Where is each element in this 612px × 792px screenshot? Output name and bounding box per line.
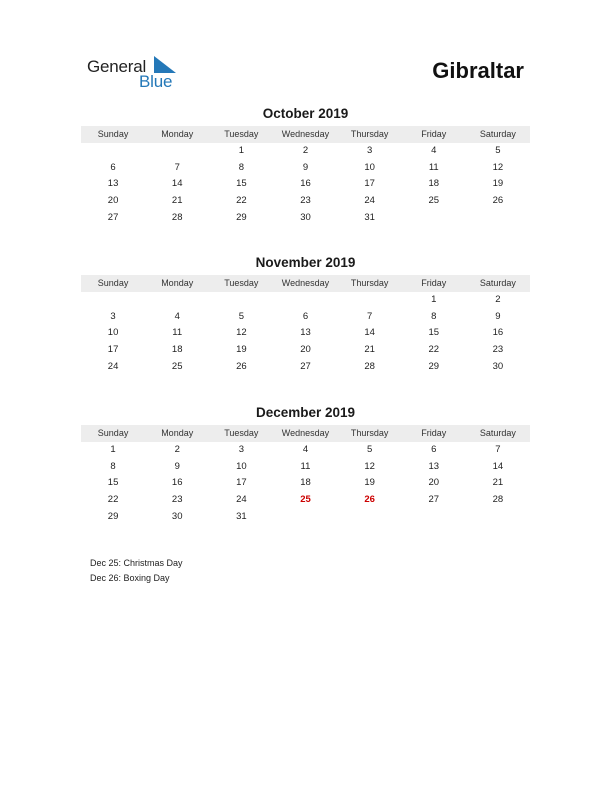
weekday-label: Thursday xyxy=(350,129,389,139)
day-cell: 22 xyxy=(236,195,247,207)
holiday-day-cell: 26 xyxy=(364,494,375,506)
week-row xyxy=(81,193,530,210)
day-cell xyxy=(466,509,530,526)
day-cell: 28 xyxy=(171,211,183,223)
day-cell: 4 xyxy=(431,145,437,156)
day-cell: 22 xyxy=(428,344,440,356)
day-cell: 13 xyxy=(107,178,119,190)
weekday-label: Monday xyxy=(161,129,194,139)
day-cell: 20 xyxy=(107,195,119,207)
day-cell: 14 xyxy=(492,460,504,472)
weekday-label: Thursday xyxy=(350,428,389,438)
weekday-label: Tuesday xyxy=(224,278,259,288)
day-cell: 8 xyxy=(431,310,437,322)
day-cell xyxy=(273,509,337,526)
day-cell: 25 xyxy=(171,360,183,372)
day-cell: 17 xyxy=(107,344,119,356)
day-cell: 6 xyxy=(431,444,437,455)
day-cell: 15 xyxy=(107,477,119,489)
day-cell xyxy=(81,292,145,309)
holiday-item: Dec 25: Christmas Day xyxy=(90,558,183,568)
day-cell: 10 xyxy=(107,327,119,339)
month-title: October 2019 xyxy=(262,106,349,121)
day-cell xyxy=(338,509,402,526)
day-cell: 10 xyxy=(236,460,247,472)
day-cell: 2 xyxy=(302,145,309,156)
month-title: December 2019 xyxy=(255,405,356,420)
day-cell: 13 xyxy=(300,327,311,339)
day-cell: 3 xyxy=(366,145,373,156)
day-cell: 24 xyxy=(364,195,375,207)
week-row xyxy=(81,442,530,459)
weekday-label: Wednesday xyxy=(281,428,330,438)
day-cell: 21 xyxy=(364,344,375,356)
week-row xyxy=(81,359,530,376)
weekday-label: Wednesday xyxy=(281,278,330,288)
day-cell: 8 xyxy=(110,460,116,472)
day-cell: 20 xyxy=(428,477,440,489)
day-cell: 28 xyxy=(492,494,504,506)
day-cell: 24 xyxy=(107,360,119,372)
weekday-label: Thursday xyxy=(350,278,389,288)
week-row xyxy=(81,325,530,342)
holiday-list xyxy=(90,556,183,586)
week-row xyxy=(81,210,530,227)
day-cell: 14 xyxy=(364,327,375,339)
week-row xyxy=(81,342,530,359)
day-cell: 16 xyxy=(171,477,183,489)
day-cell: 21 xyxy=(171,195,183,207)
weekday-label: Friday xyxy=(421,428,447,438)
day-cell: 23 xyxy=(300,195,311,207)
day-cell: 7 xyxy=(366,310,373,322)
day-cell: 17 xyxy=(236,477,247,489)
day-cell: 27 xyxy=(107,211,119,223)
day-cell: 18 xyxy=(300,477,311,489)
day-cell: 31 xyxy=(364,211,375,223)
day-cell xyxy=(209,292,273,309)
day-cell: 6 xyxy=(302,310,309,322)
day-cell: 9 xyxy=(495,310,501,322)
weekday-label: Tuesday xyxy=(224,129,259,139)
day-cell: 18 xyxy=(171,344,183,356)
weekday-header-row xyxy=(81,126,530,143)
day-cell xyxy=(338,292,402,309)
day-cell: 23 xyxy=(171,494,183,506)
day-cell xyxy=(402,509,466,526)
day-cell: 11 xyxy=(172,327,183,339)
weekday-label: Saturday xyxy=(479,129,516,139)
day-cell xyxy=(145,143,209,160)
day-cell: 14 xyxy=(171,178,183,190)
day-cell: 18 xyxy=(428,178,440,190)
day-cell: 29 xyxy=(236,211,247,223)
day-cell: 15 xyxy=(428,327,440,339)
day-cell: 11 xyxy=(300,460,311,472)
day-cell: 20 xyxy=(300,344,311,356)
day-cell: 31 xyxy=(236,510,247,522)
day-cell: 19 xyxy=(236,344,247,356)
day-cell: 10 xyxy=(364,161,375,173)
day-cell: 30 xyxy=(171,510,183,522)
day-cell: 9 xyxy=(302,161,309,173)
day-cell: 7 xyxy=(495,444,501,455)
day-cell: 6 xyxy=(110,161,116,173)
day-cell: 3 xyxy=(110,310,116,322)
weekday-label: Monday xyxy=(161,278,194,288)
day-cell: 25 xyxy=(428,195,440,207)
week-row xyxy=(81,309,530,326)
month-calendar xyxy=(81,105,530,226)
day-cell xyxy=(145,292,209,309)
weekday-label: Tuesday xyxy=(224,428,259,438)
holiday-day-cell: 25 xyxy=(300,494,311,506)
day-cell: 4 xyxy=(174,310,180,322)
weekday-label: Sunday xyxy=(97,428,129,438)
day-cell: 12 xyxy=(236,327,247,339)
logo-flag-icon xyxy=(154,56,176,73)
day-cell: 9 xyxy=(174,460,180,472)
day-cell: 1 xyxy=(110,444,116,455)
holiday-item: Dec 26: Boxing Day xyxy=(90,573,170,583)
day-cell: 19 xyxy=(364,477,375,489)
day-cell: 22 xyxy=(107,494,119,506)
country-title: Gibraltar xyxy=(432,58,524,83)
day-cell: 24 xyxy=(236,494,247,506)
day-cell: 28 xyxy=(364,360,375,372)
day-cell: 13 xyxy=(428,460,440,472)
week-row xyxy=(81,160,530,177)
day-cell: 2 xyxy=(495,294,501,305)
day-cell: 5 xyxy=(495,145,501,156)
day-cell: 1 xyxy=(431,294,437,305)
day-cell: 3 xyxy=(238,444,244,455)
day-cell: 27 xyxy=(428,494,440,506)
day-cell: 5 xyxy=(238,310,244,322)
day-cell: 29 xyxy=(428,360,440,372)
day-cell: 17 xyxy=(364,178,375,190)
logo-blue-text: Blue xyxy=(139,72,173,91)
day-cell: 1 xyxy=(238,145,244,156)
logo-general-text: General xyxy=(87,57,147,76)
weekday-label: Saturday xyxy=(479,428,516,438)
weekday-label: Wednesday xyxy=(281,129,330,139)
day-cell: 12 xyxy=(364,460,375,472)
day-cell: 5 xyxy=(366,444,373,455)
logo xyxy=(87,55,187,91)
day-cell xyxy=(81,143,145,160)
day-cell: 2 xyxy=(174,444,180,455)
day-cell: 30 xyxy=(492,360,504,372)
weekday-header-row xyxy=(81,275,530,292)
month-title: November 2019 xyxy=(255,255,356,270)
weekday-label: Friday xyxy=(421,278,447,288)
day-cell: 23 xyxy=(492,344,504,356)
day-cell: 19 xyxy=(492,178,504,190)
week-row xyxy=(81,459,530,476)
week-row xyxy=(81,509,530,526)
weekday-label: Sunday xyxy=(97,278,129,288)
day-cell: 12 xyxy=(492,161,504,173)
weekday-label: Monday xyxy=(161,428,194,438)
week-row xyxy=(81,143,530,160)
day-cell: 11 xyxy=(428,161,439,173)
day-cell xyxy=(466,210,530,227)
month-calendar xyxy=(81,404,530,525)
day-cell xyxy=(402,210,466,227)
weekday-header-row xyxy=(81,425,530,442)
weekday-label: Sunday xyxy=(97,129,129,139)
day-cell: 26 xyxy=(492,195,504,207)
day-cell: 8 xyxy=(238,161,244,173)
weekday-label: Saturday xyxy=(479,278,516,288)
week-row xyxy=(81,176,530,193)
day-cell: 27 xyxy=(300,360,311,372)
day-cell: 16 xyxy=(300,178,311,190)
weekday-label: Friday xyxy=(421,129,447,139)
day-cell xyxy=(273,292,337,309)
day-cell: 16 xyxy=(492,327,504,339)
day-cell: 15 xyxy=(236,178,247,190)
week-row xyxy=(81,292,530,309)
day-cell: 30 xyxy=(300,211,311,223)
day-cell: 7 xyxy=(174,161,180,173)
week-row xyxy=(81,492,530,509)
day-cell: 4 xyxy=(302,444,309,455)
week-row xyxy=(81,475,530,492)
day-cell: 21 xyxy=(492,477,504,489)
day-cell: 26 xyxy=(236,360,247,372)
month-calendar xyxy=(81,254,530,375)
day-cell: 29 xyxy=(107,510,119,522)
